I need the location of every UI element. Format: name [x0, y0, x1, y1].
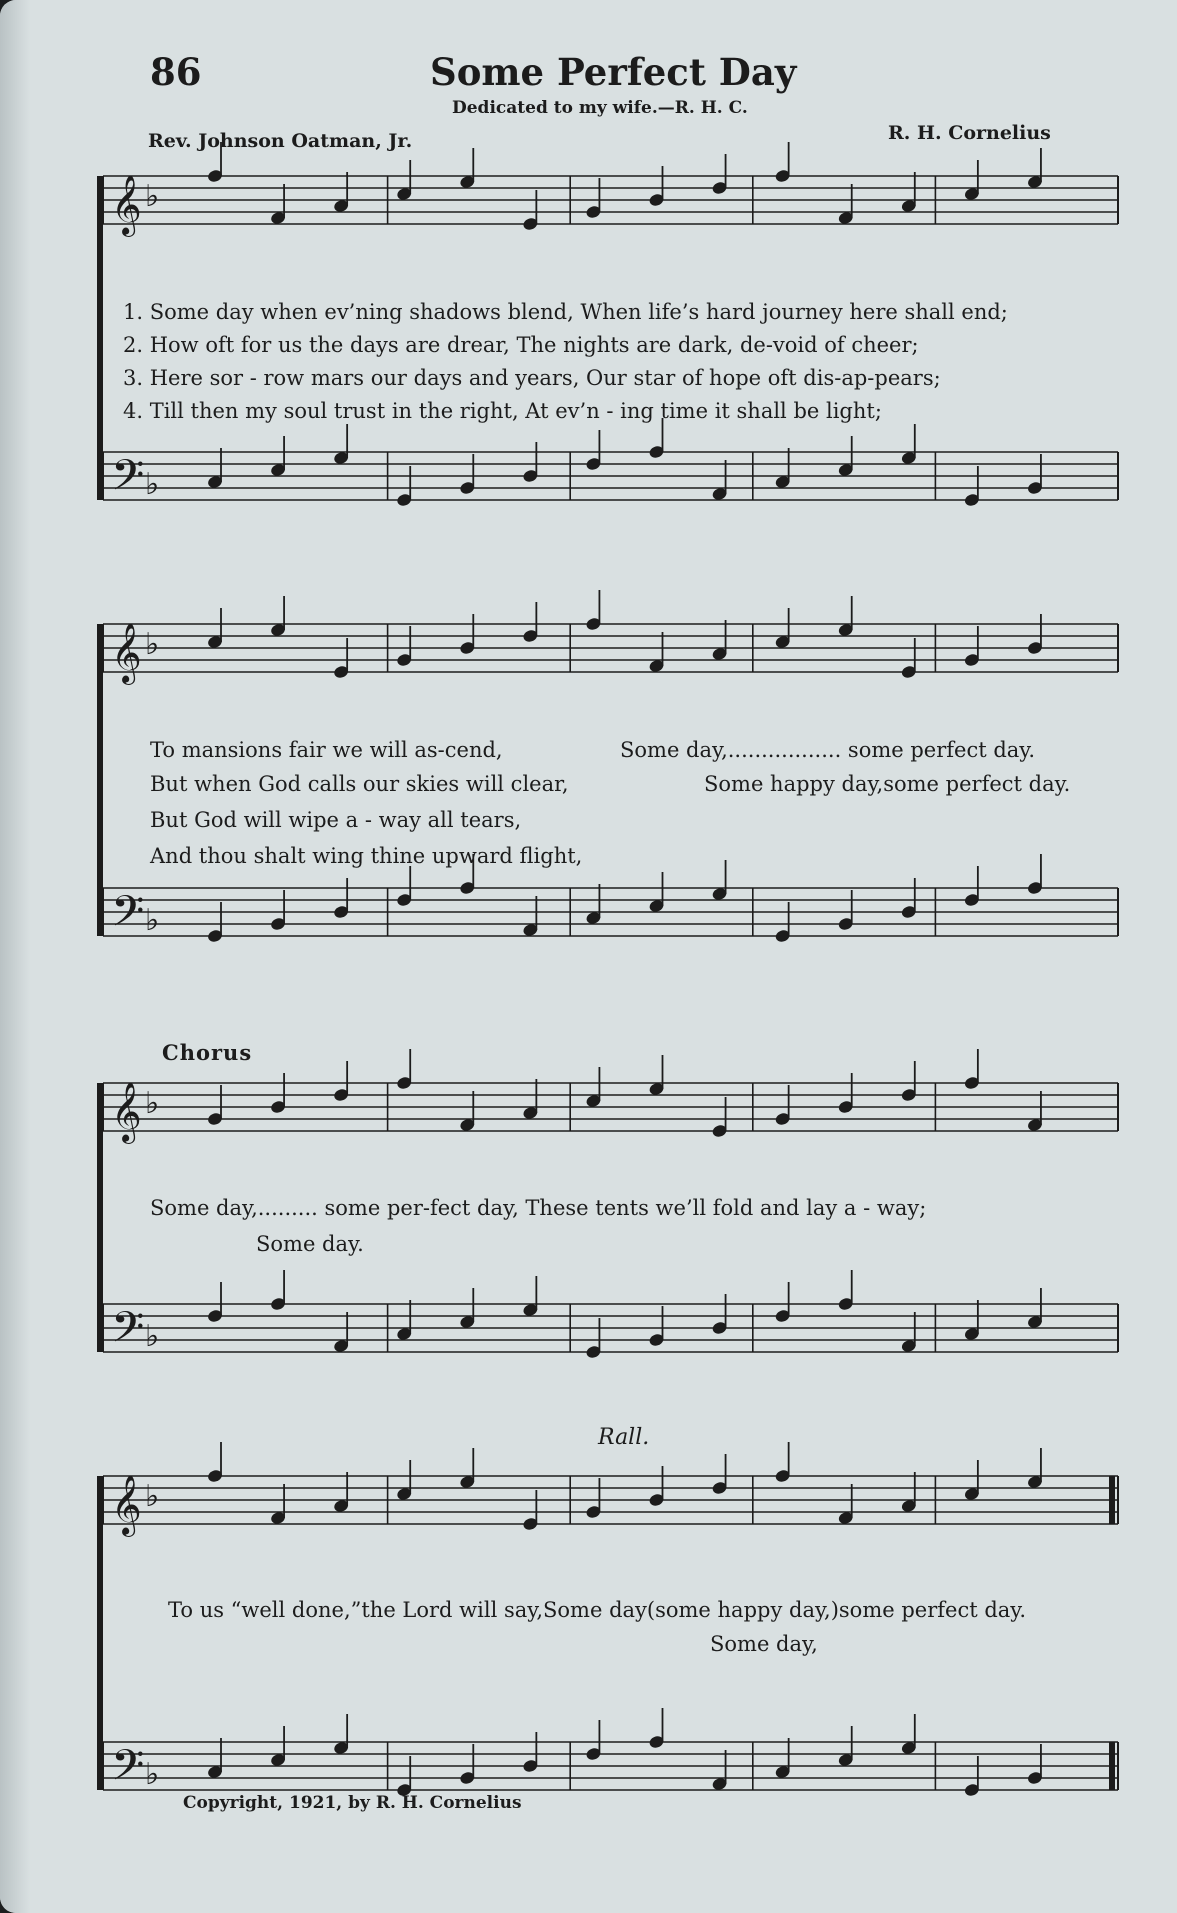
chorus-alto-1: Some day.	[256, 1232, 364, 1256]
bass-clef-icon: 𝄢	[111, 887, 145, 947]
hymn-number: 86	[150, 50, 202, 94]
composer: R. H. Cornelius	[888, 122, 1051, 144]
refrain-line-1: Some day,................. some perfect day.	[620, 738, 1036, 762]
key-flat-icon: ♭	[145, 1479, 160, 1514]
key-flat-icon: ♭	[145, 903, 160, 938]
final-barline	[1109, 1476, 1115, 1524]
key-flat-icon: ♭	[145, 1086, 160, 1121]
verse-line-2: 2. How oft for us the days are drear, The nights are dark, de-void of cheer;	[123, 333, 919, 357]
verse-line-1: 1. Some day when ev’ning shadows blend, When life’s hard journey here shall end;	[123, 300, 1008, 324]
refrain-line-2: Some happy day,some perfect day.	[704, 772, 1071, 796]
verse-line-4: 4. Till then my soul trust in the right, At ev’n - ing time it shall be light;	[123, 399, 882, 423]
key-flat-icon: ♭	[145, 467, 160, 502]
key-flat-icon: ♭	[145, 179, 160, 214]
lyricist: Rev. Johnson Oatman, Jr.	[148, 130, 413, 152]
chorus-label: Chorus	[162, 1040, 253, 1065]
bass-clef-icon: 𝄢	[111, 1303, 145, 1363]
treble-clef-icon: 𝄞	[111, 623, 142, 683]
bass-clef-icon: 𝄢	[111, 1741, 145, 1801]
key-flat-icon: ♭	[145, 1757, 160, 1792]
key-flat-icon: ♭	[145, 627, 160, 662]
chorus-line-1: Some day,......... some per-fect day, These tents we’ll fold and lay a - way;	[150, 1196, 927, 1220]
dedication: Dedicated to my wife.—R. H. C.	[452, 98, 748, 118]
bass-clef-icon: 𝄢	[111, 451, 145, 511]
verse-cont-3: But God will wipe a - way all tears,	[150, 808, 522, 832]
verse-cont-4: And thou shalt wing thine upward flight,	[150, 844, 583, 868]
final-barline	[1109, 1742, 1115, 1790]
hymn-title: Some Perfect Day	[430, 50, 797, 94]
chorus-alto-2: Some day,	[710, 1632, 818, 1656]
treble-clef-icon: 𝄞	[111, 1082, 142, 1142]
copyright: Copyright, 1921, by R. H. Cornelius	[183, 1793, 522, 1813]
treble-clef-icon: 𝄞	[111, 1475, 142, 1535]
verse-cont-2: But when God calls our skies will clear,	[150, 772, 569, 796]
system-brace	[97, 176, 103, 500]
verse-cont-1: To mansions fair we will as-cend,	[150, 738, 503, 762]
rall-marking: Rall.	[598, 1425, 650, 1450]
treble-clef-icon: 𝄞	[111, 175, 142, 235]
chorus-line-2: To us “well done,”the Lord will say,Some day(some happy day,)some perfect day.	[168, 1598, 1027, 1622]
verse-line-3: 3. Here sor - row mars our days and years, Our star of hope oft dis-ap-pears;	[123, 366, 941, 390]
key-flat-icon: ♭	[145, 1319, 160, 1354]
